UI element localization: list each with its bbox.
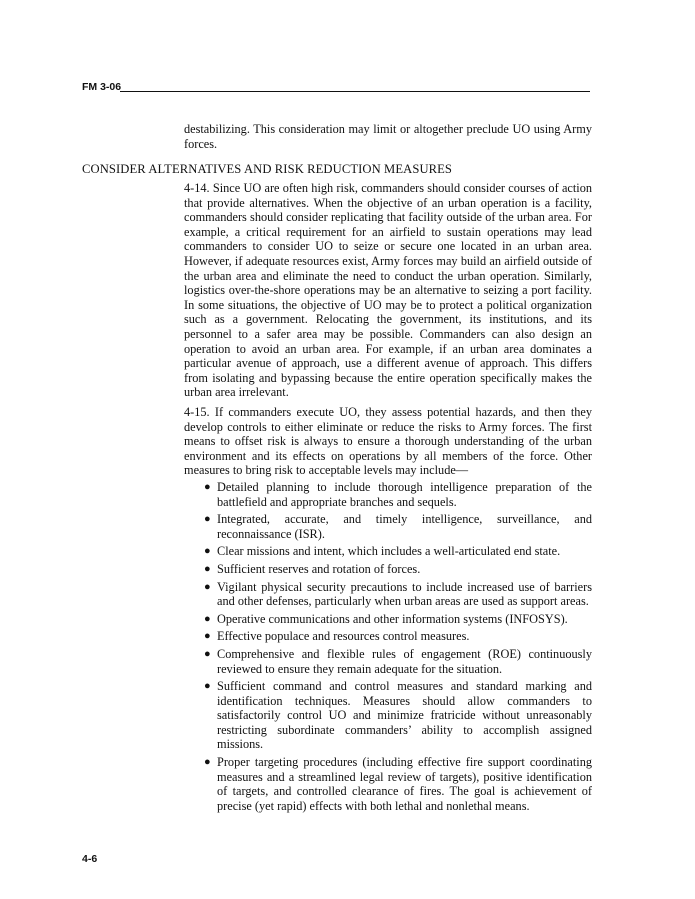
list-item-text: Vigilant physical security precautions to include increased use of barriers and other defenses, particularly when urban areas are used as support areas. <box>217 579 592 609</box>
bullet-icon: ● <box>204 630 211 643</box>
section-heading: CONSIDER ALTERNATIVES AND RISK REDUCTION MEASURES <box>82 162 453 176</box>
list-item <box>204 561 592 577</box>
bullet-icon: ● <box>204 612 211 625</box>
list-item-text: Clear missions and intent, which includes a well-articulated end state. <box>217 544 561 559</box>
bullet-icon: ● <box>204 680 211 693</box>
list-item <box>204 611 592 627</box>
running-header <box>82 81 590 95</box>
list-item <box>204 679 592 752</box>
list-item <box>204 544 592 559</box>
bullet-icon: ● <box>204 513 211 526</box>
bullet-icon: ● <box>204 580 211 593</box>
list-item-text: Integrated, accurate, and timely intelligence, surveillance, and reconnaissance (ISR). <box>217 512 592 541</box>
list-item-text: Effective populace and resources control measures. <box>217 629 470 644</box>
paragraph-4-14-block <box>184 181 592 400</box>
list-item <box>204 646 592 676</box>
page-number: 4-6 <box>82 853 98 865</box>
paragraph-4-14: 4-14. Since UO are often high risk, commanders should consider courses of action that provide alternatives. When the objective of an urban operation is a facility, commanders should consider replicating that facility outside of the urban area. For example, a critical requirement for an airfield to sustain operations may lead commanders to consider UO to seize or secure one located in an urban area. However, if adequate resources exist, Army forces may build an airfield outside of the urban area and eliminate the need to conduct the urban operation. Similarly, logistics over-the-shore operations may be an alternative to seizing a port facility. In some situations, the objective of UO may be to protect a political organization such as a government. Relocating the government, its institutions, and its personnel to a safer area may be possible. Commanders can also design an operation to avoid an urban area. For example, if an urban area dominates a particular avenue of approach, use a different avenue of approach. This differs from isolating and bypassing because the entire operation specifically makes the urban area irrelevant. <box>184 181 592 400</box>
list-item <box>204 629 592 644</box>
list-item <box>204 579 592 609</box>
header-rule <box>120 91 590 92</box>
bullet-icon: ● <box>204 562 211 575</box>
list-item <box>204 755 592 813</box>
risk-measures-list <box>184 480 592 813</box>
list-item-text: Proper targeting procedures (including effective fire support coordinating measures and a streamlined legal review of targets), positive identification of targets, and controlled clearance of fires. The goal is achievement of precise (yet rapid) effects with both lethal and nonlethal means. <box>217 755 592 813</box>
list-item-text: Operative communications and other information systems (INFOSYS). <box>217 611 568 626</box>
bullet-icon: ● <box>204 480 211 493</box>
paragraph-4-15-block <box>184 405 592 816</box>
bullet-icon: ● <box>204 756 211 769</box>
paragraph-4-15: 4-15. If commanders execute UO, they assess potential hazards, and then they develop controls to either eliminate or reduce the risks to Army forces. The first means to offset risk is always to ensure a thorough understanding of the urban environment and its effects on operations by all members of the force. Other measures to bring risk to acceptable levels may include— <box>184 405 592 478</box>
bullet-icon: ● <box>204 647 211 660</box>
list-item <box>204 479 592 509</box>
list-item <box>204 512 592 541</box>
list-item-text: Sufficient reserves and rotation of forces. <box>217 561 421 576</box>
list-item-text: Sufficient command and control measures and standard marking and identification techniques. Measures should allow commanders to satisfactorily control UO and minimize fratricide without unreasonably restricting subordinate commanders’ ability to accomplish assigned missions. <box>217 679 592 752</box>
list-item-text: Detailed planning to include thorough intelligence preparation of the battlefield and appropriate branches and sequels. <box>217 479 592 509</box>
document-id: FM 3-06 <box>82 81 122 93</box>
intro-paragraph-block <box>184 122 592 151</box>
list-item-text: Comprehensive and flexible rules of engagement (ROE) continuously reviewed to ensure they remain adequate for the situation. <box>217 646 592 676</box>
intro-paragraph: destabilizing. This consideration may limit or altogether preclude UO using Army forces. <box>184 122 592 151</box>
bullet-icon: ● <box>204 545 211 558</box>
